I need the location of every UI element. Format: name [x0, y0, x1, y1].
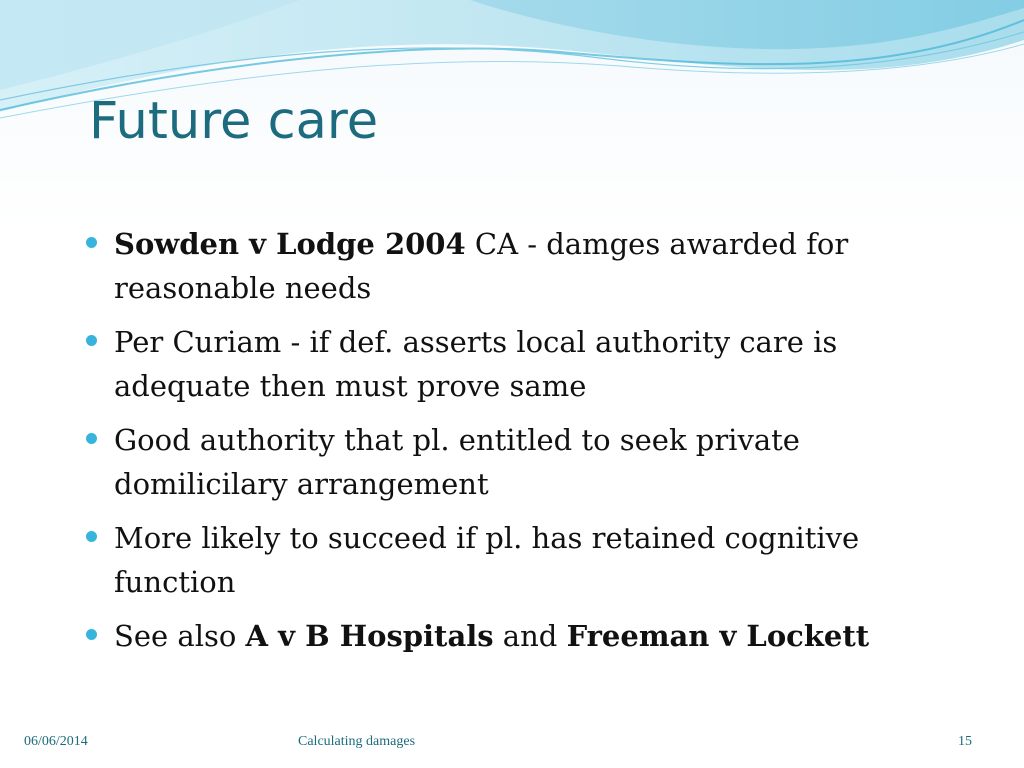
- footer-title: Calculating damages: [298, 734, 416, 749]
- bullet-item: [86, 614, 916, 658]
- bullet-list: [86, 222, 916, 668]
- bullet-text: CA - damges awarded for reasonable needs: [114, 227, 849, 305]
- case-citation: A v B Hospitals: [245, 619, 494, 653]
- case-citation: Sowden v Lodge 2004: [114, 227, 466, 261]
- bullet-dot-icon: [86, 433, 97, 444]
- case-citation: Freeman v Lockett: [566, 619, 870, 653]
- bullet-dot-icon: [86, 237, 97, 248]
- bullet-text: Per Curiam - if def. asserts local authority care is adequate then must prove same: [114, 325, 838, 403]
- bullet-item: [86, 516, 916, 604]
- bullet-dot-icon: [86, 531, 97, 542]
- bullet-item: [86, 222, 916, 310]
- bullet-dot-icon: [86, 629, 97, 640]
- bullet-text: See also: [114, 619, 246, 653]
- slide-title: Future care: [89, 92, 379, 151]
- bullet-text: and: [493, 619, 567, 653]
- bullet-dot-icon: [86, 335, 97, 346]
- bullet-item: [86, 320, 916, 408]
- footer-date: 06/06/2014: [24, 734, 88, 749]
- bullet-text: Good authority that pl. entitled to seek private domilicilary arrangement: [114, 423, 800, 501]
- bullet-text: More likely to succeed if pl. has retained cognitive function: [114, 521, 860, 599]
- footer-page-number: 15: [958, 734, 972, 749]
- bullet-item: [86, 418, 916, 506]
